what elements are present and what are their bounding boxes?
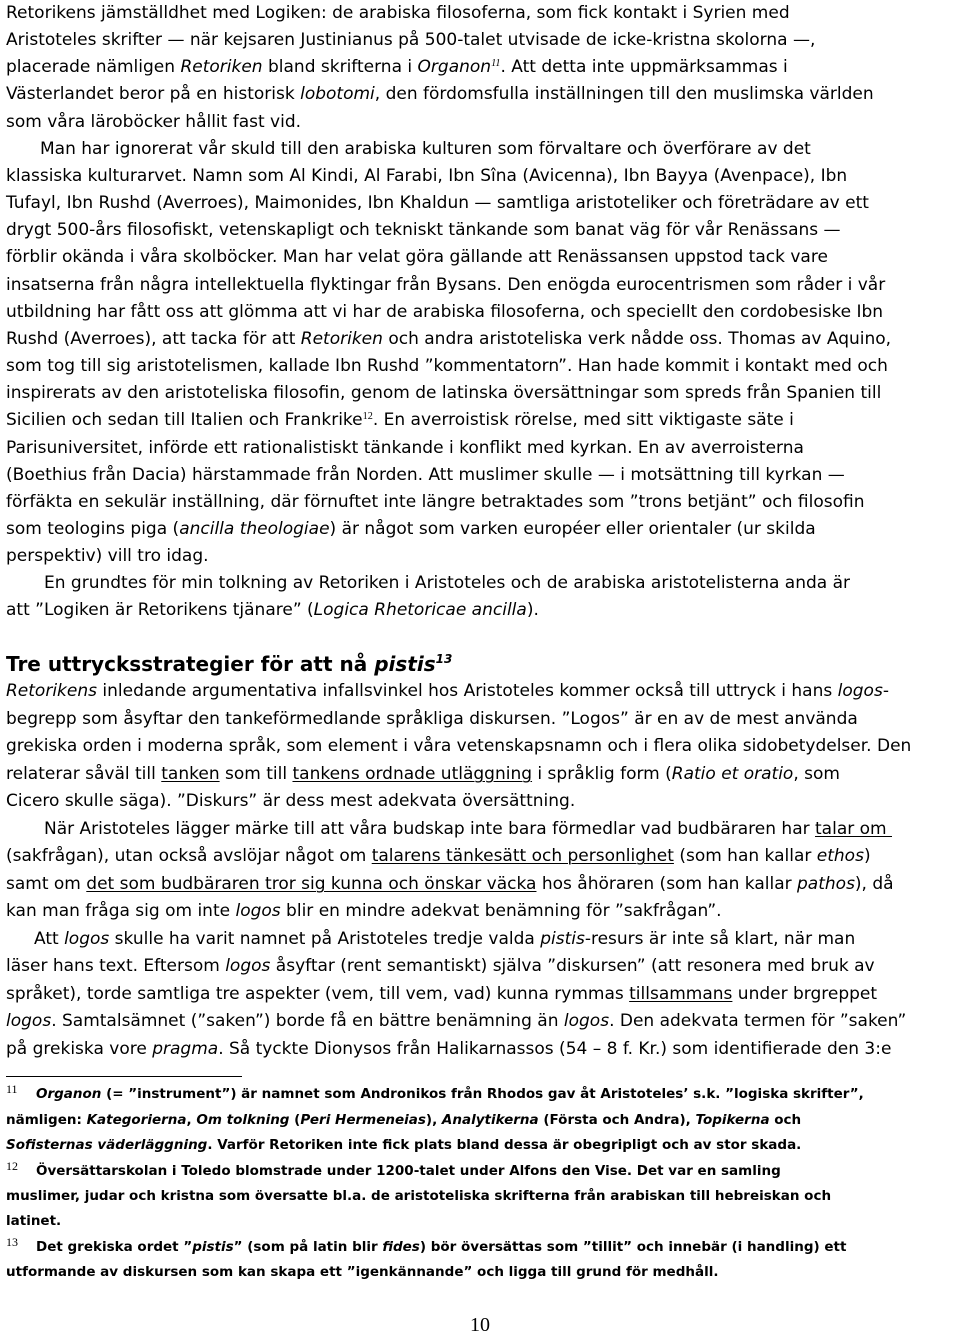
- underlined-text: talar om: [815, 818, 892, 839]
- text-run: språket), torde samtliga tre aspekter (vem, till vem, vad) kunna rymmas: [6, 983, 630, 1004]
- text-line: [6, 380, 954, 407]
- footnote-reference: 11: [491, 57, 501, 69]
- text-run: . Den adekvata termen för ”saken”: [609, 1011, 907, 1032]
- text-run: Parisuniversitet, införde ett rationalistiskt tänkande i konflikt med kyrkan. En av averroisterna: [6, 437, 804, 458]
- text-run: ) är något som varken européer eller orientaler (ur skilda: [329, 518, 816, 539]
- text-line: [6, 244, 954, 271]
- text-line: [6, 516, 954, 543]
- text-run: (som han kallar: [673, 846, 817, 867]
- text-line: [6, 871, 954, 899]
- text-run: drygt 500-års filosofiskt, vetenskapligt och tekniskt tänkande som banat väg för vår Renässans —: [6, 220, 841, 241]
- text-line: [6, 407, 954, 434]
- italic-text: lobotomi: [300, 84, 375, 105]
- text-line: [6, 462, 954, 489]
- text-run: (Första och Andra),: [538, 1111, 696, 1128]
- text-run: åsyftar (rent semantiskt) själva ”diskursen” (att resonera med bruk av: [270, 956, 875, 977]
- footnote-line: [6, 1184, 954, 1209]
- footnote-separator: [6, 1076, 242, 1077]
- text-line: [6, 761, 954, 789]
- italic-text: ethos: [816, 846, 864, 867]
- text-run: (Boethius från Dacia) härstammade från Norden. Att muslimer skulle — i motsättning till kyrkan —: [6, 464, 845, 485]
- text-run: placerade nämligen: [6, 57, 181, 78]
- text-run: ,: [186, 1111, 197, 1128]
- paragraph: [6, 136, 954, 571]
- italic-text: pathos: [797, 873, 855, 894]
- text-run: Aristoteles skrifter — när kejsaren Justinianus på 500-talet utvisade de icke-kristna skolorna —,: [6, 30, 816, 51]
- text-line: [6, 489, 954, 516]
- text-run: . Varför Retoriken inte fick plats bland dessa är obegripligt och av stor skada.: [207, 1137, 802, 1154]
- text-run: ) bör översättas som ”tillit” och innebär (i handling) ett: [419, 1238, 847, 1255]
- text-line: [6, 163, 954, 190]
- footnote-line: [6, 1133, 954, 1158]
- text-line: [6, 326, 954, 353]
- footnote: [6, 1082, 954, 1158]
- text-run: förfäkta en sekulär inställning, där förnuftet inte längre betraktades som ”trons betjänt” och filosofin: [6, 491, 865, 512]
- italic-text: logos: [563, 1011, 610, 1032]
- text-run: läser hans text. Eftersom: [6, 956, 226, 977]
- italic-text: logos: [235, 901, 281, 922]
- italic-text: Organon: [36, 1086, 102, 1103]
- text-run: perspektiv) vill tro idag.: [6, 546, 209, 567]
- text-run: Översättarskolan i Toledo blomstrade under 1200-talet under Alfons den Vise. Det var en samling: [36, 1162, 781, 1179]
- text-run: Rushd (Averroes), att tacka för att: [6, 328, 301, 349]
- text-run: Retorikens jämställdhet med Logiken: de arabiska filosoferna, som fick kontakt i Syrien med: [6, 3, 790, 23]
- italic-text: pragma: [152, 1038, 219, 1059]
- footnote-line: [6, 1108, 954, 1133]
- text-run: som tog till sig aristotelismen, kallade Ibn Rushd ”kommentatorn”. Han hade kommit i kontakt med och: [6, 356, 888, 377]
- italic-text: fides: [382, 1238, 420, 1255]
- footnote-number: 13: [6, 1234, 18, 1249]
- text-run: ),: [425, 1111, 442, 1128]
- body-text-intro: [6, 0, 954, 625]
- text-run: inspirerats av den aristoteliska filosofin, genom de latinska översättningar som spreds från Spanien till: [6, 383, 882, 404]
- underlined-text: talarens tänkesätt och personlighet: [371, 846, 674, 867]
- text-run: inledande argumentativa infallsvinkel hos Aristoteles kommer också till uttryck i hans: [97, 681, 838, 702]
- italic-text: Organon: [417, 57, 492, 78]
- text-line: [6, 570, 954, 597]
- italic-text: pistis: [540, 928, 585, 949]
- text-run: blir en mindre adekvat benämning för ”sakfrågan”.: [280, 901, 722, 922]
- text-line: [6, 926, 954, 954]
- text-line: [6, 816, 954, 844]
- italic-text: ancilla theologiae: [179, 518, 330, 539]
- text-run: Sicilien och sedan till Italien och Frankrike: [6, 410, 363, 431]
- underlined-text: tankens ordnade utläggning: [292, 763, 533, 784]
- italic-text: pistis: [374, 652, 436, 676]
- text-run: Västerlandet beror på en historisk: [6, 84, 301, 105]
- text-line: [6, 353, 954, 380]
- text-run: kan man fråga sig om inte: [6, 901, 236, 922]
- text-line: [6, 0, 954, 27]
- italic-text: Retorikens: [6, 681, 97, 702]
- italic-text: Retoriken: [300, 328, 383, 349]
- text-run: skulle ha varit namnet på Aristoteles tredje valda: [109, 928, 541, 949]
- text-run: bland skrifterna i: [262, 57, 418, 78]
- text-run: förblir okända i våra skolböcker. Man har velat göra gällande att Renässansen uppstod tack vare: [6, 247, 828, 268]
- text-run: . En averroistisk rörelse, med sitt viktigaste säte i: [372, 410, 794, 431]
- text-line: [6, 898, 954, 926]
- text-line: [6, 136, 954, 163]
- text-line: [6, 1008, 954, 1036]
- text-line: [6, 953, 954, 981]
- text-run: -resurs är inte så klart, när man: [584, 928, 856, 949]
- text-run: ).: [526, 600, 539, 621]
- italic-text: logos: [225, 956, 271, 977]
- footnote-number: 11: [6, 1082, 18, 1097]
- italic-text: logos: [6, 1011, 52, 1032]
- text-run: En grundtes för min tolkning av Retoriken i Aristoteles och de arabiska aristotelisterna anda är: [44, 573, 851, 594]
- text-run: Det grekiska ordet ”: [36, 1238, 193, 1255]
- text-line: [6, 54, 954, 81]
- text-line: [6, 981, 954, 1009]
- text-run: När Aristoteles lägger märke till att våra budskap inte bara förmedlar vad budbäraren har: [44, 818, 816, 839]
- text-run: under brgreppet: [732, 983, 878, 1004]
- text-run: . Så tyckte Dionysos från Halikarnassos (54 – 8 f. Kr.) som identifierade den 3:e: [218, 1038, 892, 1059]
- text-line: [6, 706, 954, 734]
- text-run: i språklig form (: [532, 763, 672, 784]
- text-run: insatserna från några intellektuella flyktingar från Bysans. Den enögda eurocentrismen som råder i vår: [6, 274, 886, 295]
- text-run: . Samtalsämnet (”saken”) borde få en bättre benämning än: [51, 1011, 564, 1032]
- text-run: ” (som på latin blir: [233, 1238, 383, 1255]
- text-run: utbildning har fått oss att glömma att vi har de arabiska filosoferna, och speciellt den cordobesiske Ibn: [6, 301, 884, 322]
- italic-text: Retoriken: [180, 57, 263, 78]
- italic-text: Kategorierna: [86, 1111, 187, 1128]
- text-line: [6, 843, 954, 871]
- text-run: Tufayl, Ibn Rushd (Averroes), Maimonides, Ibn Khaldun — samtliga aristoteliker och företrädare av ett: [6, 193, 869, 214]
- footnote-line: [6, 1159, 954, 1184]
- text-run: Att: [34, 928, 65, 949]
- text-run: som till: [219, 763, 293, 784]
- text-line: [6, 217, 954, 244]
- paragraph: [6, 0, 954, 136]
- text-run: begrepp som åsyftar den tankeförmedlande språkliga diskursen. ”Logos” är en av de mest använda: [6, 708, 858, 729]
- text-line: [6, 81, 954, 108]
- text-run: som teologins piga (: [6, 518, 180, 539]
- text-run: samt om: [6, 873, 87, 894]
- text-run: (= ”instrument”) är namnet som Andronikos från Rhodos gav åt Aristoteles’ s.k. ”logiska skrifter”,: [101, 1086, 864, 1103]
- italic-text: Ratio et oratio: [671, 763, 794, 784]
- footnote-number: 12: [6, 1158, 18, 1173]
- text-run: ): [863, 846, 871, 867]
- text-line: [6, 299, 954, 326]
- body-text-section: [6, 678, 954, 1063]
- text-line: [6, 543, 954, 570]
- paragraph: [6, 926, 954, 1064]
- section-heading: [6, 650, 954, 678]
- italic-text: logos: [64, 928, 110, 949]
- italic-text: Om tolkning: [196, 1111, 290, 1128]
- italic-text: pistis: [192, 1238, 234, 1255]
- footnote-line: [6, 1209, 954, 1234]
- text-run: . Att detta inte uppmärksammas i: [500, 57, 788, 78]
- italic-text: Peri Hermeneias: [300, 1111, 426, 1128]
- footnote: [6, 1235, 954, 1286]
- text-run: på grekiska vore: [6, 1038, 153, 1059]
- text-line: [6, 1036, 954, 1064]
- italic-text: Analytikerna: [441, 1111, 539, 1128]
- text-run: klassiska kulturarvet. Namn som Al Kindi, Al Farabi, Ibn Sîna (Avicenna), Ibn Bayya (Avenpace), Ibn: [6, 165, 848, 186]
- italic-text: Sofisternas väderläggning: [6, 1137, 208, 1154]
- footnote-line: [6, 1082, 954, 1107]
- text-line: [6, 272, 954, 299]
- text-run: Man har ignorerat vår skuld till den arabiska kulturen som förvaltare och överförare av det: [40, 138, 811, 159]
- text-run: (: [289, 1111, 301, 1128]
- underlined-text: tillsammans: [629, 983, 733, 1004]
- text-run: utformande av diskursen som kan skapa ett ”igenkännande” och ligga till grund för medhåll.: [6, 1264, 719, 1281]
- italic-text: logos: [837, 681, 883, 702]
- text-run: ), då: [854, 873, 894, 894]
- footnote-line: [6, 1235, 954, 1260]
- underlined-text: det som budbäraren tror sig kunna och önskar väcka: [86, 873, 537, 894]
- text-run: (sakfrågan), utan också avslöjar något om: [6, 846, 372, 867]
- footnotes: [6, 1082, 954, 1285]
- footnote-reference: 13: [435, 652, 453, 667]
- text-run: muslimer, judar och kristna som översatte bl.a. de aristoteliska skrifterna från arabiskan till hebreiskan och: [6, 1187, 832, 1204]
- text-run: latinet.: [6, 1213, 62, 1230]
- italic-text: Logica Rhetoricae ancilla: [313, 600, 527, 621]
- text-line: [6, 109, 954, 136]
- footnote-line: [6, 1260, 954, 1285]
- text-run: , den fördomsfulla inställningen till den muslimska världen: [374, 84, 874, 105]
- text-run: Tre uttrycksstrategier för att nå: [6, 652, 375, 676]
- text-line: [6, 678, 954, 706]
- paragraph: [6, 570, 954, 624]
- text-run: som våra läroböcker hållit fast vid.: [6, 111, 302, 132]
- italic-text: Topikerna: [695, 1111, 770, 1128]
- text-run: Cicero skulle säga). ”Diskurs” är dess mest adekvata översättning.: [6, 791, 576, 812]
- paragraph: [6, 678, 954, 816]
- footnote-reference: 12: [362, 410, 373, 422]
- page-number: 10: [470, 1314, 490, 1336]
- text-line: [6, 597, 954, 624]
- text-run: -: [882, 681, 889, 702]
- text-run: , som: [793, 763, 840, 784]
- text-run: och andra aristoteliska verk nådde oss. Thomas av Aquino,: [382, 328, 892, 349]
- text-run: grekiska orden i moderna språk, som element i våra vetenskapsnamn och i flera olika sidobetydelser. Den: [6, 736, 912, 757]
- text-run: hos åhöraren (som han kallar: [536, 873, 798, 894]
- paragraph: [6, 816, 954, 926]
- underlined-text: tanken: [161, 763, 220, 784]
- text-line: [6, 788, 954, 816]
- text-line: [6, 733, 954, 761]
- text-line: [6, 27, 954, 54]
- text-run: relaterar såväl till: [6, 763, 162, 784]
- footnote: [6, 1159, 954, 1235]
- text-run: att ”Logiken är Retorikens tjänare” (: [6, 600, 314, 621]
- text-line: [6, 435, 954, 462]
- text-run: och: [769, 1111, 802, 1128]
- text-line: [6, 190, 954, 217]
- text-run: nämligen:: [6, 1111, 87, 1128]
